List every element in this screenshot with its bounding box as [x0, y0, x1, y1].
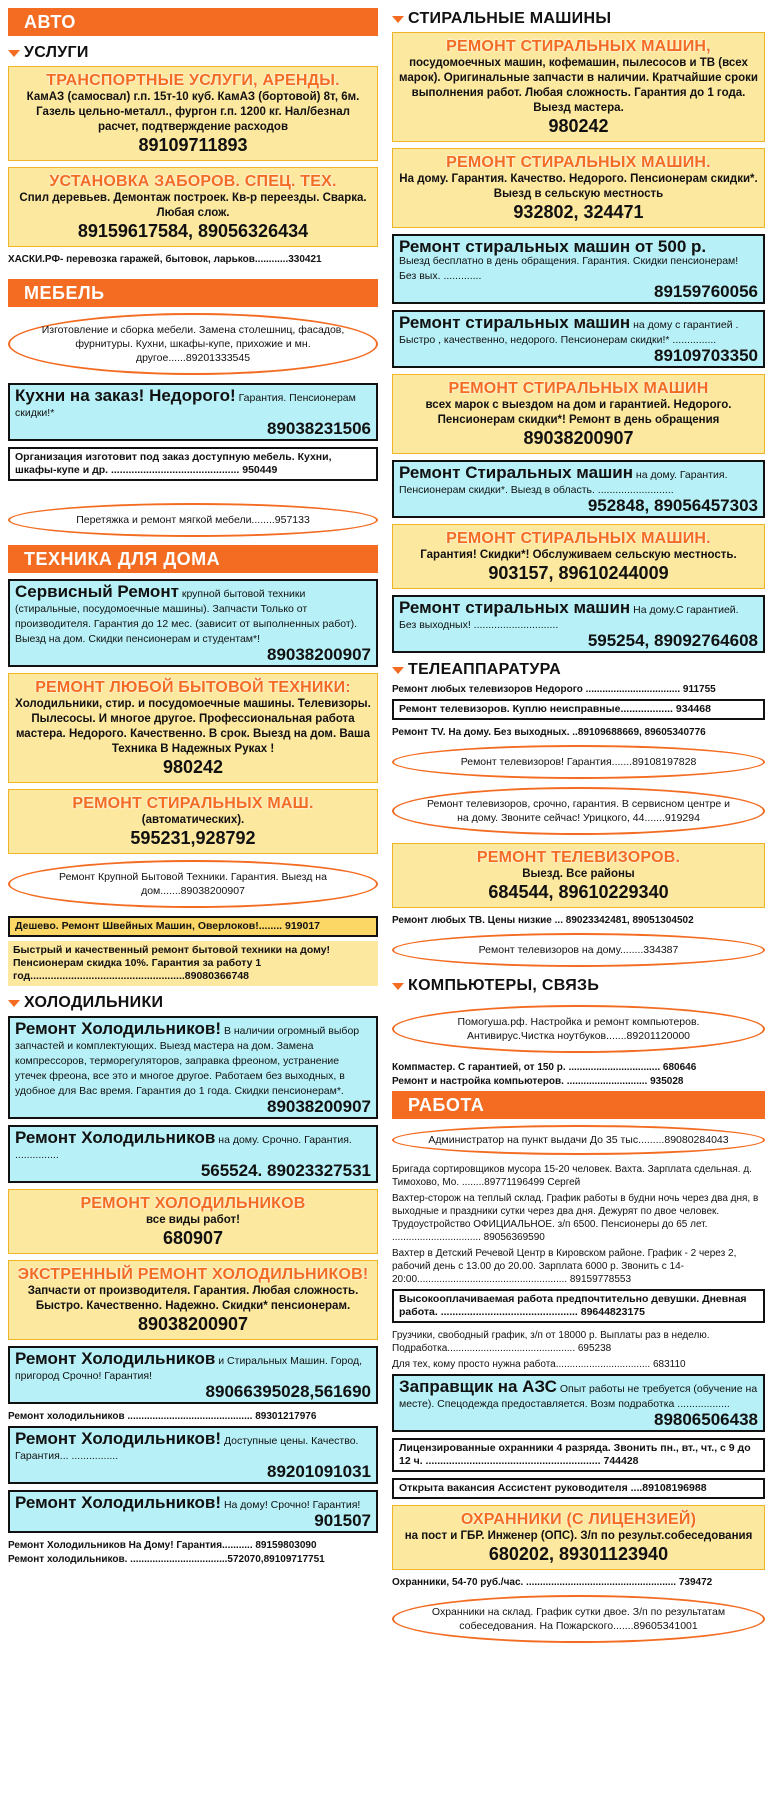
ad-r27: Заправщик на АЗС Опыт работы не требуется (обучение на месте). Спецодежда предоставляется. Возм подработка .................. 89806506438 — [392, 1374, 765, 1432]
subsection-tele: ТЕЛЕАППАРАТУРА — [392, 659, 765, 683]
triangle-icon — [392, 667, 404, 674]
ad-kuhni: Кухни на заказ! Недорого! Гарантия. Пенсионерам скидки!* 89038231506 — [8, 383, 378, 441]
ad-r31: Охранники, 54-70 руб./час. ...................................................... 739472 — [392, 1577, 713, 1588]
right-column — [392, 8, 765, 1651]
ad-holod-4: ЭКСТРЕННЫЙ РЕМОНТ ХОЛОДИЛЬНИКОВ! Запчасти от производителя. Гарантия. Любая сложность. Быстро. Качественно. Надежно. Скидки* пенсионерам. 89038200907 — [8, 1260, 378, 1340]
ad-r14: РЕМОНТ ТЕЛЕВИЗОРОВ. Выезд. Все районы 684544, 89610229340 — [392, 843, 765, 908]
ad-holod-1: Ремонт Холодильников! В наличии огромный выбор запчастей и комплектующих. Выезд мастера на дом. Замена компрессоров, терморегуляторов, заправка фреоном, устранение утечек фреона, все это и многое другое. Работаем без выходных, в удобное для Вас время. Гарантия до 1 года. Скидки пенсионерам*. 89038200907 — [8, 1016, 378, 1119]
ad-r1: РЕМОНТ СТИРАЛЬНЫХ МАШИН, посудомоечных машин, кофемашин, пылесосов и ТВ (всех марок). Оригинальные запчасти в наличии. Кратчайшие сроки выполнения работ. Любая сложность. Гарантия до 1 года. Выезд мастера. 980242 — [392, 32, 765, 142]
subsection-holod: ХОЛОДИЛЬНИКИ — [8, 992, 378, 1016]
ad-peretyazhka: Перетяжка и ремонт мягкой мебели........957133 — [8, 503, 378, 537]
ad-r21: Бригада сортировщиков мусора 15-20 человек. Вахта. Зарплата сдельная. д. Тимохово, Мо. ........89771196499 Сергей — [392, 1164, 752, 1188]
ad-r5: РЕМОНТ СТИРАЛЬНЫХ МАШИН всех марок с выездом на дом и гарантией. Недорого. Пенсионерам скидки*! Ремонт в день обращения 89038200907 — [392, 374, 765, 454]
ad-transport: ТРАНСПОРТНЫЕ УСЛУГИ, АРЕНДЫ. КамАЗ (самосвал) г.п. 15т-10 куб. КамАЗ (бортовой) 8т, 6м. Газель цельно-металл., фургон г.п. 1200 кг. Нал/безнал расчет, подтверждение расходов 89109711893 — [8, 66, 378, 161]
triangle-icon — [392, 983, 404, 990]
ad-holod-9: Ремонт Холодильников На Дому! Гарантия........... 89159803090 — [8, 1540, 317, 1551]
ad-krupnoy: Ремонт Крупной Бытовой Техники. Гарантия. Выезд на дом.......89038200907 — [8, 860, 378, 908]
subsection-komp: КОМПЬЮТЕРЫ, СВЯЗЬ — [392, 975, 765, 999]
ad-r11: Ремонт TV. На дому. Без выходных. ..89109688669, 89605340776 — [392, 727, 706, 738]
ad-holod-8: Ремонт Холодильников! На дому! Срочно! Гарантия! 901507 — [8, 1490, 378, 1533]
section-tehnika: ТЕХНИКА ДЛЯ ДОМА — [8, 545, 378, 573]
ad-r4: Ремонт стиральных машин на дому с гарантией . Быстро , качественно, недорого. Пенсионерам скидки!* ............... 89109703350 — [392, 310, 765, 368]
ad-holod-5: Ремонт Холодильников и Стиральных Машин. Город, пригород Срочно! Гарантия! 89066395028,561690 — [8, 1346, 378, 1404]
ad-holod-2: Ремонт Холодильников на дому. Срочно. Гарантия. ............... 565524. 89023327531 — [8, 1125, 378, 1183]
triangle-icon — [8, 50, 20, 57]
ad-r8: Ремонт стиральных машин На дому.С гарантией. Без выходных! ............................. 595254, 89092764608 — [392, 595, 765, 653]
ad-r9: Ремонт любых телевизоров Недорого .................................. 911755 — [392, 684, 716, 695]
ad-r16: Ремонт телевизоров на дому........334387 — [392, 933, 765, 967]
ad-stir-mash: РЕМОНТ СТИРАЛЬНЫХ МАШ. (автоматических). 595231,928792 — [8, 789, 378, 854]
triangle-icon — [392, 16, 404, 23]
section-rabota: РАБОТА — [392, 1091, 765, 1119]
ad-r20: Администратор на пункт выдачи До 35 тыс.........89080284043 — [392, 1125, 765, 1155]
left-column — [8, 8, 378, 1569]
ad-r22: Вахтер-сторож на теплый склад. График работы в будни ночь через два дня, в выходные и праздники сутки через два дня. Дежурят по двое человек. Трудоустройство ОФИЦИАЛЬНОЕ. з/п 6500. Пенсионеры до 65 лет. ................................ 89056369590 — [392, 1193, 759, 1243]
ad-r19: Ремонт и настройка компьютеров. ............................. 935028 — [392, 1076, 684, 1087]
ad-r12: Ремонт телевизоров! Гарантия.......89108197828 — [392, 745, 765, 779]
ad-r29: Открыта вакансия Ассистент руководителя ....89108196988 — [392, 1478, 765, 1499]
subsection-stir: СТИРАЛЬНЫЕ МАШИНЫ — [392, 8, 765, 32]
ad-r25: Грузчики, свободный график, з/п от 18000 р. Выплаты раз в неделю. Подработка.............................................. 695238 — [392, 1330, 710, 1354]
ad-bystry: Быстрый и качественный ремонт бытовой техники на дому! Пенсионерам скидка 10%. Гарантия за работу 1 год.....................................................89080366748 — [8, 941, 378, 986]
ad-r6: Ремонт Стиральных машин на дому. Гарантия. Пенсионерам скидки*. Выезд в область. .......................... 952848, 89056457303 — [392, 460, 765, 518]
subsection-uslugi: УСЛУГИ — [8, 42, 378, 66]
triangle-icon — [8, 1000, 20, 1007]
ad-r17: Помогуша.рф. Настройка и ремонт компьютеров. Антивирус.Чистка ноутбуков.......89201120000 — [392, 1005, 765, 1053]
section-avto: АВТО — [8, 8, 378, 36]
ad-servis: Сервисный Ремонт крупной бытовой техники (стиральные, посудомоечные машины). Запчасти Только от производителя. Гарантия до 12 мес. (зависит от выполненных работ). Выезд на дом. Скидки пенсионерам и студентам*! 89038200907 — [8, 579, 378, 667]
ad-r26: Для тех, кому просто нужна работа.................................. 683110 — [392, 1359, 686, 1370]
ad-r30: ОХРАННИКИ (С ЛИЦЕНЗИЕЙ) на пост и ГБР. Инженер (ОПС). З/п по результ.собеседования 680202, 89301123940 — [392, 1505, 765, 1570]
ad-r24: Высокооплачиваемая работа предпочтительно девушки. Дневная работа. ............................................... 89644823175 — [392, 1289, 765, 1323]
ad-lyuboy: РЕМОНТ ЛЮБОЙ БЫТОВОЙ ТЕХНИКИ: Холодильники, стир. и посудомоечные машины. Телевизоры. Пылесосы. И многое другое. Профессиональная работа мастера. Недорого. Качественно. В срок. Выезд на дом. Ваша Техника В Надежных Руках ! 980242 — [8, 673, 378, 783]
ad-holod-10: Ремонт холодильников. ...................................572070,89109717751 — [8, 1554, 325, 1565]
ad-r2: РЕМОНТ СТИРАЛЬНЫХ МАШИН. На дому. Гарантия. Качество. Недорого. Пенсионерам скидки*. Выезд в сельскую местность 932802, 324471 — [392, 148, 765, 228]
ad-mebel-sborka: Изготовление и сборка мебели. Замена столешниц, фасадов, фурнитуры. Кухни, шкафы-купе, прихожие и мн. другое......89201333545 — [8, 313, 378, 375]
ad-zabory: УСТАНОВКА ЗАБОРОВ. СПЕЦ. ТЕХ. Спил деревьев. Демонтаж построек. Кв-р переезды. Сварка. Любая слож. 89159617584, 89056326434 — [8, 167, 378, 247]
ad-r23: Вахтер в Детский Речевой Центр в Кировском районе. График - 2 через 2, рабочий день с 13.00 до 20.00. Зарплата 6000 р. Звонить с 14-20:00...................................................... 89159778553 — [392, 1248, 737, 1285]
ad-r32: Охранники на склад. График сутки двое. З/п по результатам собеседования. На Пожарского.......89605341001 — [392, 1595, 765, 1643]
ad-r13: Ремонт телевизоров, срочно, гарантия. В сервисном центре и на дому. Звоните сейчас! Урицкого, 44.......919294 — [392, 787, 765, 835]
ad-r18: Компмастер. С гарантией, от 150 р. ................................. 680646 — [392, 1062, 697, 1073]
ad-mebel-org: Организация изготовит под заказ доступную мебель. Кухни, шкафы-купе и др. ............................................ 950449 — [8, 447, 378, 481]
ad-r3: Ремонт стиральных машин от 500 р. Выезд бесплатно в день обращения. Гарантия. Скидки пенсионерам! Без вых. ............. 89159760056 — [392, 234, 765, 304]
section-mebel: МЕБЕЛЬ — [8, 279, 378, 307]
ad-holod-7: Ремонт Холодильников! Доступные цены. Качество. Гарантия... ................ 89201091031 — [8, 1426, 378, 1484]
ad-r7: РЕМОНТ СТИРАЛЬНЫХ МАШИН. Гарантия! Скидки*! Обслуживаем сельскую местность. 903157, 89610244009 — [392, 524, 765, 589]
ad-r28: Лицензированные охранники 4 разряда. Звонить пн., вт., чт., с 9 до 12 ч. ............................................................ 744428 — [392, 1438, 765, 1472]
ad-holod-3: РЕМОНТ ХОЛОДИЛЬНИКОВ все виды работ! 680907 — [8, 1189, 378, 1254]
ad-r15: Ремонт любых ТВ. Цены низкие ... 89023342481, 89051304502 — [392, 915, 694, 926]
ad-holod-6: Ремонт холодильников ............................................. 89301217976 — [8, 1411, 317, 1422]
ad-shveynyh: Дешево. Ремонт Швейных Машин, Оверлоков!........ 919017 — [8, 916, 378, 937]
ad-r10: Ремонт телевизоров. Куплю неисправные.................. 934468 — [392, 699, 765, 720]
ad-haski: ХАСКИ.РФ- перевозка гаражей, бытовок, ларьков............330421 — [8, 254, 322, 265]
